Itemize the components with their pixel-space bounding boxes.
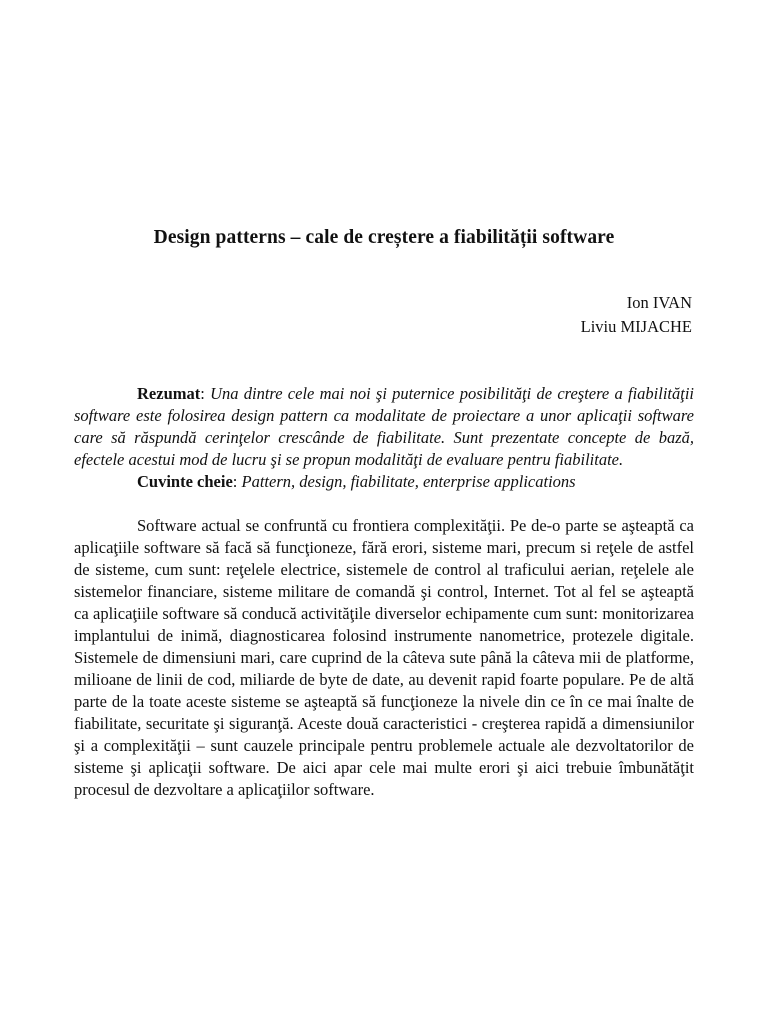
keywords-paragraph [74,471,694,493]
author-list [581,291,692,339]
document-title: Design patterns – cale de creștere a fiabilității software [153,227,615,248]
document-content [74,383,694,801]
keywords-text: Pattern, design, fiabilitate, enterprise applications [241,472,576,491]
keywords-label: Cuvinte cheie [137,472,233,491]
author-name: Ion IVAN [626,293,692,312]
author-name: Liviu MIJACHE [580,317,692,336]
abstract-separator: : [200,384,211,403]
abstract-paragraph [74,383,694,471]
body-paragraph: Software actual se confruntă cu frontiera complexităţii. Pe de-o parte se aşteaptă ca aplicaţiile software să facă să funcţioneze, fără erori, sisteme mari, precum si reţele de astfel de sisteme, cum sunt: reţelele electrice, sistemele de control al traficului aerian, reţelele ale sistemelor financiare, sisteme militare de comandă şi control, Internet. Tot al fel se aşteaptă ca aplicaţiile software să conducă activităţile diverselor echipamente cum sunt: monitorizarea implantului de inimă, diagnosticarea folosind instrumente nanometrice, protezele digitale. Sistemele de dimensiuni mari, care cuprind de la câteva sute până la câteva mii de platforme, milioane de linii de cod, miliarde de byte de date, au devenit rapid foarte populare. Pe de altă parte de la toate aceste sisteme se aşteaptă să funcţioneze la nivele din ce în ce mai înalte de fiabilitate, securitate şi siguranţă. Aceste două caracteristici - creşterea rapidă a dimensiunilor şi a complexităţii – sunt cauzele principale pentru problemele actuale ale dezvoltatorilor de sisteme şi aplicaţii software. De aici apar cele mai multe erori şi aici trebuie îmbunătăţit procesul de dezvoltare a aplicaţiilor software. [74,516,694,799]
paragraph-spacer [74,493,694,515]
abstract-label: Rezumat [137,384,201,403]
abstract-text: Una dintre cele mai noi şi puternice posibilităţi de creştere a fiabilităţii software este folosirea design pattern ca modalitate de proiectare a unor aplicaţii software care să răspundă cerinţelor crescânde de fiabilitate. Sunt prezentate concepte de bază, efectele acestui mod de lucru şi se propun modalităţi de evaluare pentru fiabilitate. [74,384,694,469]
keywords-separator: : [232,472,242,491]
